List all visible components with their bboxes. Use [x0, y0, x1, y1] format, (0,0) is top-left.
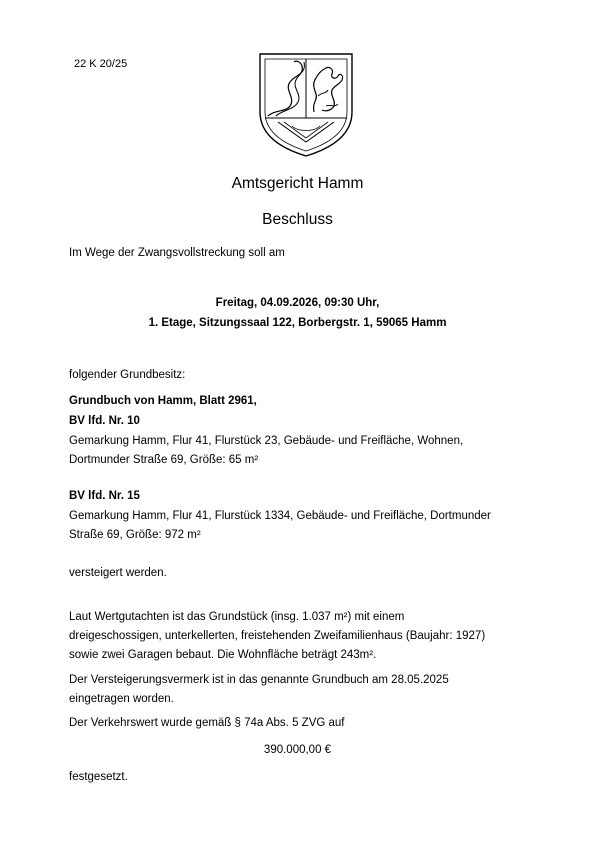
appointment-location: 1. Etage, Sitzungssaal 122, Borbergstr. 1, 59065 Hamm	[148, 317, 447, 329]
parcel-line: Dortmunder Straße 69, Größe: 65 m²	[69, 454, 259, 466]
auction-phrase: versteigert werden.	[69, 567, 167, 579]
appointment-datetime: Freitag, 04.09.2026, 09:30 Uhr,	[215, 297, 380, 309]
registration-line: Der Versteigerungsvermerk ist in das genannte Grundbuch am 28.05.2025	[69, 674, 449, 686]
parcel-line: Straße 69, Größe: 972 m²	[69, 529, 201, 541]
court-name: Amtsgericht Hamm	[231, 175, 364, 192]
property-intro: folgender Grundbesitz:	[69, 369, 186, 381]
grundbuch-heading: Grundbuch von Hamm, Blatt 2961,	[69, 395, 257, 407]
value-intro: Der Verkehrswert wurde gemäß § 74a Abs. 5 ZVG auf	[69, 717, 345, 729]
description-line: sowie zwei Garagen bebaut. Die Wohnfläche beträgt 243m².	[69, 649, 377, 661]
description-line: Laut Wertgutachten ist das Grundstück (insg. 1.037 m²) mit einem	[69, 611, 405, 623]
intro-text: Im Wege der Zwangsvollstreckung soll am	[69, 247, 285, 259]
nrw-coat-of-arms-icon	[256, 50, 356, 158]
value-amount: 390.000,00 €	[263, 744, 332, 756]
parcel-heading: BV lfd. Nr. 15	[69, 490, 140, 502]
description-line: dreigeschossigen, unterkellerten, freistehenden Zweifamilienhaus (Baujahr: 1927)	[69, 630, 486, 642]
case-number: 22 K 20/25	[74, 58, 128, 70]
parcel-line: Gemarkung Hamm, Flur 41, Flurstück 1334, Gebäude- und Freifläche, Dortmunder	[69, 510, 491, 522]
parcel-heading: BV lfd. Nr. 10	[69, 415, 140, 427]
document-title: Beschluss	[262, 211, 333, 228]
value-outro: festgesetzt.	[69, 771, 128, 783]
parcel-line: Gemarkung Hamm, Flur 41, Flurstück 23, Gebäude- und Freifläche, Wohnen,	[69, 435, 464, 447]
registration-line: eingetragen worden.	[69, 693, 174, 705]
